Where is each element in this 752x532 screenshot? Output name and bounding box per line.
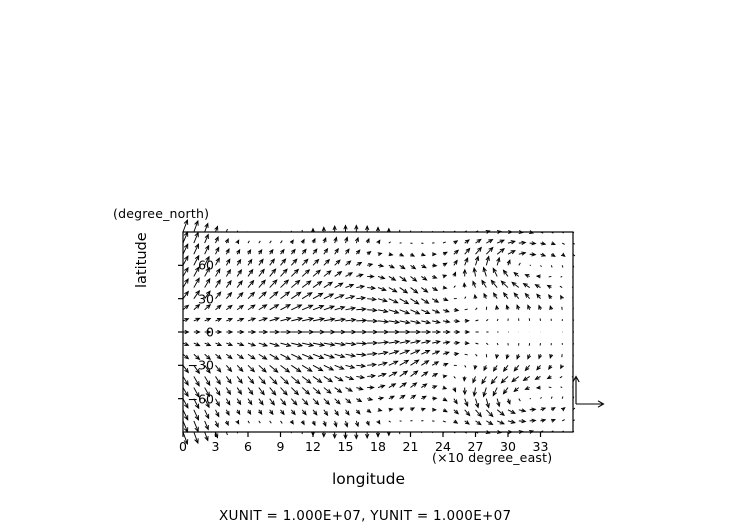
x-axis-title: longitude (332, 470, 406, 488)
y-axis-title: latitude (134, 232, 150, 288)
x-tick-label: 18 (370, 439, 386, 454)
x-tick-label: 6 (244, 439, 252, 454)
y-axis-unit-label: (degree_north) (113, 206, 210, 221)
x-tick-label: 0 (179, 439, 187, 454)
x-tick-label: 15 (337, 439, 354, 454)
x-axis-unit-label: (×10 degree_east) (432, 450, 553, 465)
vector-arrows (183, 220, 575, 444)
y-tick-label: −30 (187, 357, 214, 373)
x-tick-label: 21 (402, 439, 419, 454)
x-tick-label: 12 (305, 439, 321, 454)
y-tick-label: 30 (198, 291, 214, 307)
x-tick-label: 30 (500, 439, 516, 454)
x-tick-label: 33 (532, 439, 549, 454)
y-tick-label: 60 (198, 257, 214, 273)
x-tick-label: 9 (276, 439, 285, 454)
y-tick-label: 0 (206, 324, 214, 340)
y-tick-label: −60 (187, 391, 214, 407)
x-tick-label: 27 (467, 439, 484, 454)
x-tick-label: 3 (211, 439, 220, 454)
x-tick-label: 24 (435, 439, 451, 454)
units-footer-note: XUNIT = 1.000E+07, YUNIT = 1.000E+07 (219, 508, 512, 524)
reference-arrow (573, 377, 604, 408)
